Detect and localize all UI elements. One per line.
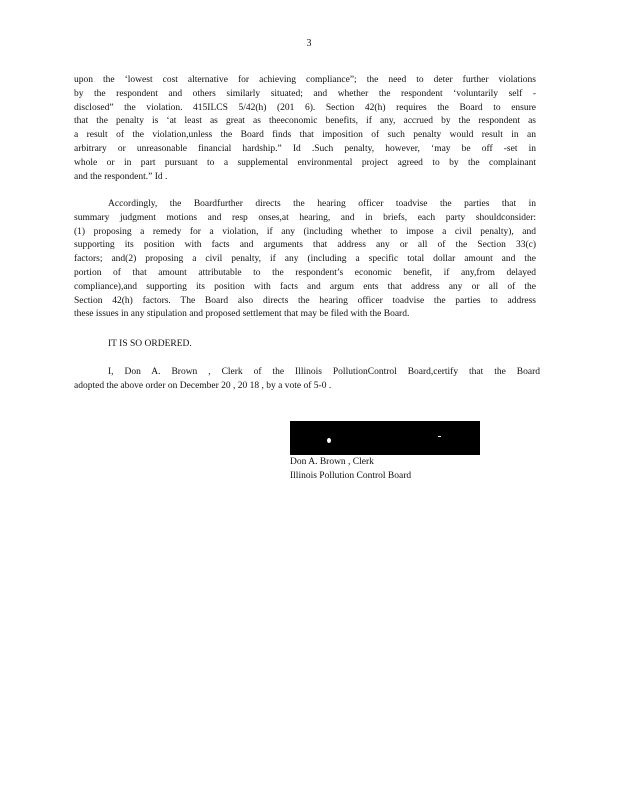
paragraph-penalty-factors (74, 74, 536, 184)
text-line: upon the ‘lowest cost alternative for achieving compliance”; the need to deter further violations (74, 75, 536, 85)
text-line: by the respondent and others similarly situated; and whether the respondent ‘voluntarily self - (74, 88, 536, 99)
text-line: whole or in part pursuant to a supplemental environmental project agreed to by the complainant (74, 157, 536, 168)
text-line: Section 42(h) factors. The Board also directs the hearing officer toadvise the parties to address (74, 295, 536, 306)
text-line: a result of the violation,unless the Board finds that imposition of such penalty would result in an (74, 130, 536, 141)
text-line: disclosed” the violation. 415ILCS 5/42(h) (201 6). Section 42(h) requires the Board to ensure (74, 102, 536, 113)
text-line: arbitrary or unreasonable financial hardship.” Id .Such penalty, however, ‘may be off -set in (74, 143, 536, 154)
so-ordered (74, 338, 536, 352)
text-line: I, Don A. Brown , Clerk of the Illinois PollutionControl Board,certify that the Board (108, 367, 540, 377)
text-line: factors; and(2) proposing a civil penalty, if any (including a specific total dollar amount and the (74, 254, 536, 265)
signature-block (290, 456, 411, 484)
signer-name: Don A. Brown , Clerk (290, 457, 374, 467)
text-line: compliance),and supporting its position with facts and argum ents that address any or all of the (74, 281, 536, 292)
text-line: summary judgment motions and resp onses,at hearing, and in briefs, each party shouldconsider: (74, 212, 536, 223)
text-line: Accordingly, the Boardfurther directs the hearing officer toadvise the parties that in (108, 199, 536, 209)
text-line: and the respondent.” Id . (74, 171, 168, 182)
text-line: portion of that amount attributable to the respondent’s economic benefit, if any,from delayed (74, 267, 536, 278)
text-line: (1) proposing a remedy for a violation, if any (including whether to impose a civil penalty), and (74, 226, 536, 237)
certification-paragraph (74, 366, 540, 394)
page-number: 3 (306, 38, 312, 49)
redaction-artifact (327, 438, 331, 443)
so-ordered-text: IT IS SO ORDERED. (108, 339, 192, 349)
text-line: that the penalty is ‘at least as great as theeconomic benefits, if any, accrued by the respondent as (74, 116, 536, 127)
signer-title: Illinois Pollution Control Board (290, 470, 412, 481)
redaction-artifact (438, 436, 441, 437)
text-line: supporting its position with facts and arguments that address any or all of the Section 33(c) (74, 240, 536, 251)
text-line: these issues in any stipulation and proposed settlement that may be filed with the Board. (74, 309, 410, 320)
redacted-signature (290, 421, 480, 455)
text-line: adopted the above order on December 20 , 20 18 , by a vote of 5-0 . (74, 380, 332, 391)
paragraph-directions (74, 198, 536, 322)
